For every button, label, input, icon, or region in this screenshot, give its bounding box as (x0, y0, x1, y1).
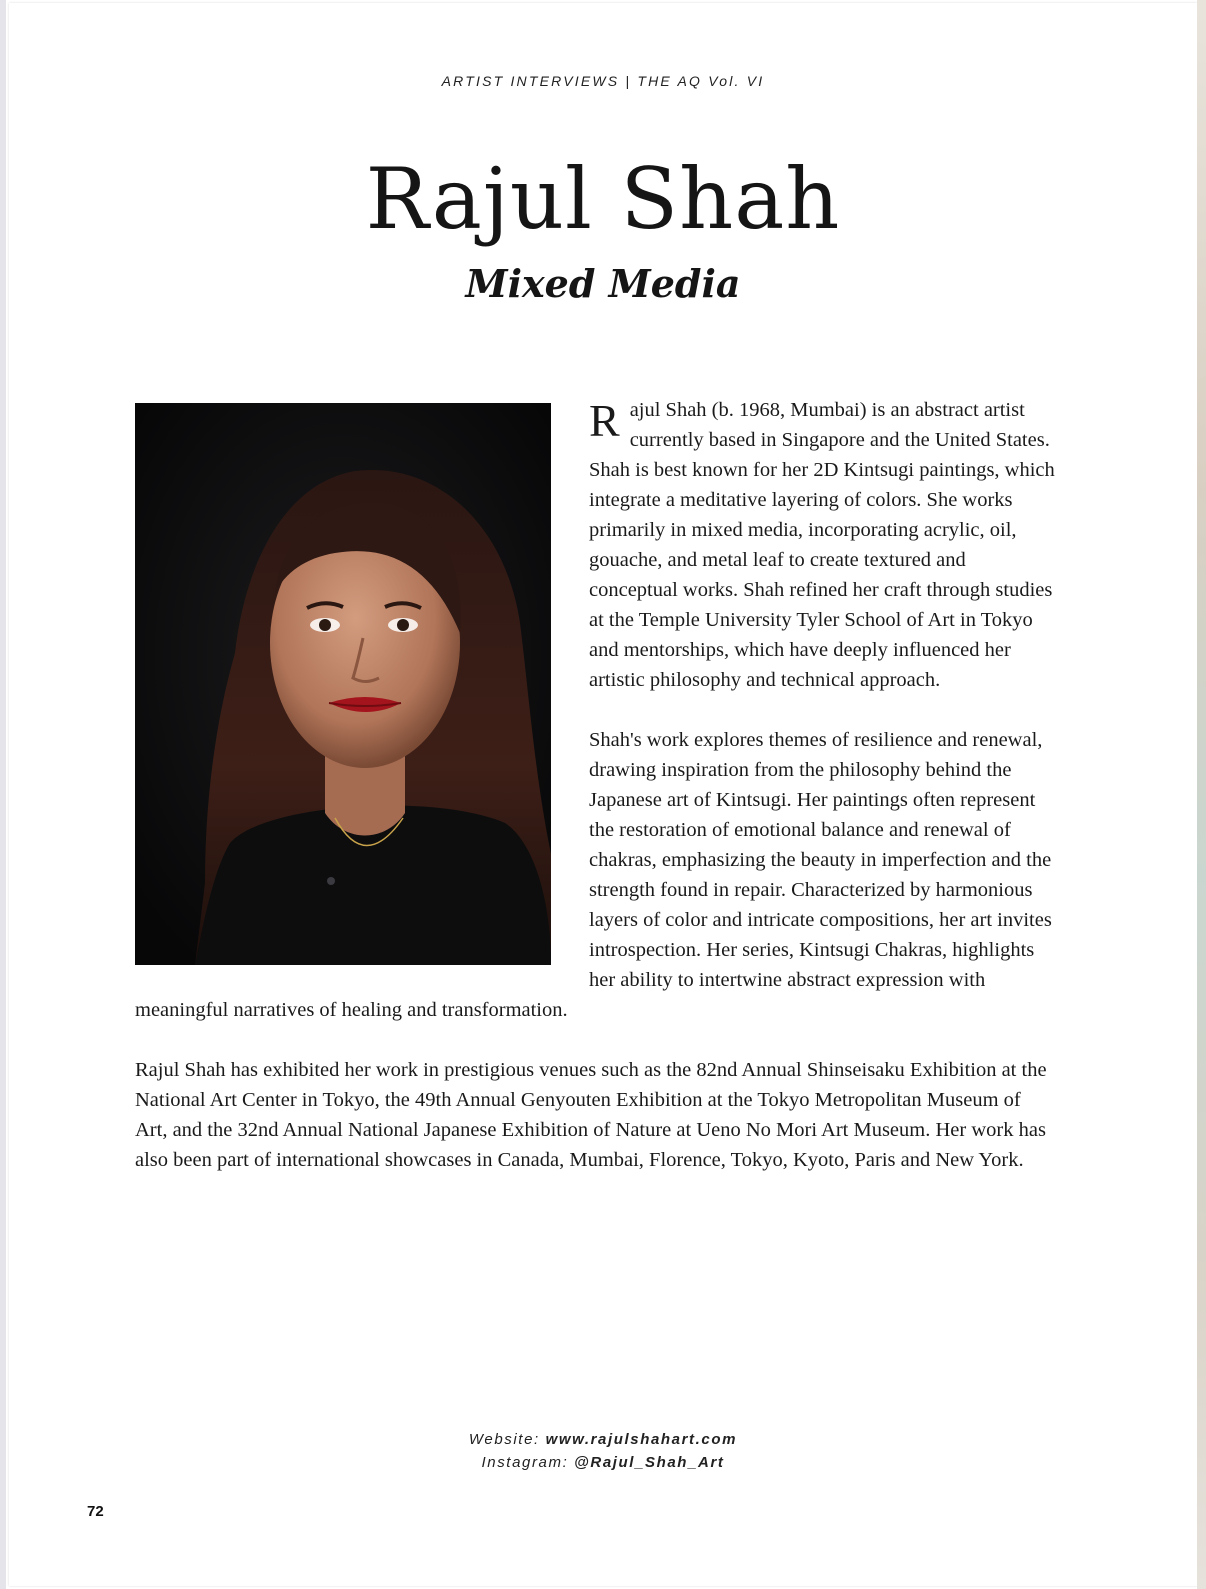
running-head: ARTIST INTERVIEWS | THE AQ Vol. VI (441, 73, 765, 89)
article-body (135, 395, 1057, 1205)
instagram-link[interactable]: @Rajul_Shah_Art (574, 1454, 725, 1471)
portrait-text-wrap-spacer (135, 395, 589, 995)
article-paragraph-1-text: ajul Shah (b. 1968, Mumbai) is an abstract artist currently based in Singapore and the United States. Shah is best known for her 2D Kintsugi paintings, which integrate a meditative layering of colors. She works primarily in mixed media, incorporating acrylic, oil, gouache, and metal leaf to create textured and conceptual works. Shah refined her craft through studies at the Temple University Tyler School of Art in Tokyo and mentorships, which have deeply influenced her artistic philosophy and technical approach. (589, 399, 1055, 691)
instagram-line (9, 1451, 1197, 1474)
drop-cap: R (589, 395, 620, 446)
magazine-page (9, 3, 1197, 1586)
article-paragraph-2: Shah's work explores themes of resilience and renewal, drawing inspiration from the philosophy behind the Japanese art of Kintsugi. Her paintings often represent the restoration of emotional balance and renewal of chakras, emphasizing the beauty in imperfection and the strength found in repair. Characterized by harmonious layers of color and intricate compositions, her art invites introspection. Her series, Kintsugi Chakras, highlights her ability to intertwine abstract expression with meaningful narratives of healing and transformation. (135, 729, 1052, 1021)
page-number: 72 (87, 1503, 104, 1520)
artist-medium-subtitle: Mixed Media (465, 261, 741, 306)
footer-links (9, 1428, 1197, 1474)
adjacent-page-edge (1197, 0, 1206, 1589)
website-label: Website: (468, 1431, 540, 1448)
website-line (9, 1428, 1197, 1451)
article-paragraph-3: Rajul Shah has exhibited her work in prestigious venues such as the 82nd Annual Shinseisaku Exhibition at the National Art Center in Tokyo, the 49th Annual Genyouten Exhibition at the Tokyo Metropolitan Museum of Art, and the 32nd Annual National Japanese Exhibition of Nature at Ueno No Mori Art Museum. Her work has also been part of international showcases in Canada, Mumbai, Florence, Tokyo, Kyoto, Paris and New York. (135, 1059, 1047, 1171)
instagram-label: Instagram: (481, 1454, 569, 1471)
artist-name-title: Rajul Shah (365, 150, 841, 248)
website-link[interactable]: www.rajulshahart.com (545, 1431, 738, 1448)
